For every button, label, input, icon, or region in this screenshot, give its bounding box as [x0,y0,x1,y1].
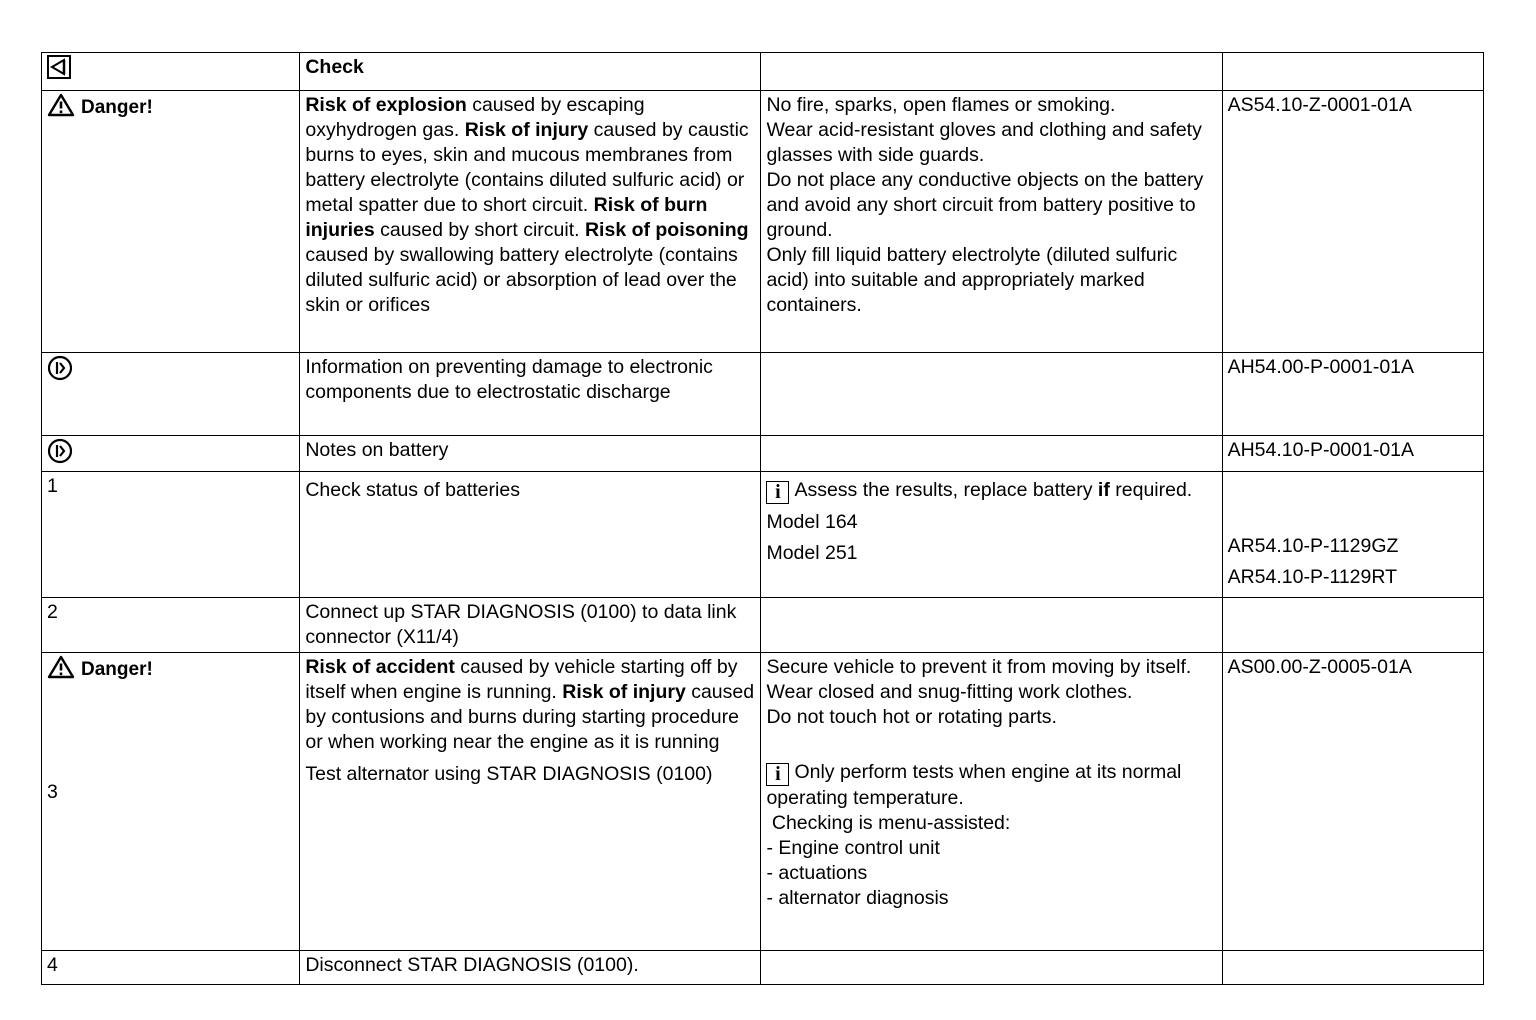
note-icon-cell [42,436,300,472]
remedy-line: Wear acid-resistant gloves and clothing and safety glasses with side guards. [766,119,1202,166]
danger-remedy [761,653,1222,951]
step-number-text: 4 [47,954,58,976]
step-row-4 [42,951,1484,985]
remedy-line: Secure vehicle to prevent it from moving by itself. [766,656,1192,678]
reference-link[interactable]: AH54.00-P-0001-01A [1227,356,1415,378]
danger-heading [47,655,294,682]
back-arrow-icon [47,55,71,79]
danger-row-battery [42,91,1484,353]
step-empty [761,598,1222,653]
note-icon-cell [42,353,300,436]
step-empty [1222,951,1483,985]
risk-accident-text: caused by vehicle starting off by itself when engine is running. [305,656,738,703]
note-ref [1222,436,1483,472]
remedy-line: No fire, sparks, open flames or smoking. [766,94,1116,116]
danger-label: Danger! [81,97,153,118]
danger-description [300,653,761,951]
info-line [766,478,1216,504]
info-text-bold: if [1097,479,1110,501]
warning-triangle-icon [47,655,75,679]
step-text-content: Disconnect STAR DIAGNOSIS (0100). [305,954,639,976]
model-line: Model 251 [766,542,858,564]
warning-triangle-icon [47,93,75,117]
reference-link[interactable]: AS00.00-Z-0005-01A [1227,656,1412,678]
step-empty [1222,598,1483,653]
risk-explosion: Risk of explosion [305,94,467,116]
note-empty [761,436,1222,472]
danger-ref [1222,91,1483,353]
danger-row-accident [42,653,1484,951]
step-row-1 [42,472,1484,598]
note-ref [1222,353,1483,436]
step-text-content: Check status of batteries [305,479,520,501]
note-text-content: Information on preventing damage to electronic components due to electrostatic discharge [305,356,713,403]
risk-burn-text: caused by short circuit. [374,219,580,241]
step-empty [761,951,1222,985]
note-text [300,436,761,472]
note-text-content: Notes on battery [305,439,449,461]
risk-explosion-text: caused by escaping oxyhydrogen gas. [305,94,645,141]
info-box-icon: i [766,763,789,786]
step-number [42,472,300,598]
reference-link[interactable]: AS54.10-Z-0001-01A [1227,94,1412,116]
step-text [300,598,761,653]
risk-burn: Risk of burn injuries [305,194,708,241]
danger-label: Danger! [81,659,153,680]
info-text: Only perform tests when engine at its normal operating temperature. [766,761,1182,809]
header-row [42,53,1484,91]
info-text: - alternator diagnosis [766,887,949,909]
danger-ref [1222,653,1483,951]
note-text [300,353,761,436]
step-info [761,472,1222,598]
info-text: - Engine control unit [766,837,940,859]
risk-injury-text: caused by contusions and burns during starting procedure or when working near the engine as it is running [305,681,755,753]
remedy-line: Only fill liquid battery electrolyte (diluted sulfuric acid) into suitable and appropriately marked containers. [766,244,1178,316]
reference-link[interactable]: AR54.10-P-1129GZ [1227,535,1399,557]
danger-remedy [761,91,1222,353]
info-text: required. [1109,479,1193,501]
step-text [300,951,761,985]
header-icon-cell [42,53,300,91]
risk-injury-text: caused by caustic burns to eyes, skin and mucous membranes from battery electrolyte (contains diluted sulfuric acid) or metal spatter due to short circuit. [305,119,749,216]
info-text: Checking is menu-assisted: [766,812,1011,834]
risk-injury: Risk of injury [562,681,686,703]
header-empty-2 [1222,53,1483,91]
spacer [766,730,1216,760]
header-title [300,53,761,91]
remedy-line: Wear closed and snug-fitting work clothes. [766,681,1133,703]
step-text-content: Test alternator using STAR DIAGNOSIS (0100) [305,763,713,785]
info-line [766,760,1216,811]
danger-label-cell [42,653,300,951]
remedy-line: Do not touch hot or rotating parts. [766,706,1057,728]
note-empty [761,353,1222,436]
note-circle-icon [47,438,73,464]
danger-description [300,91,761,353]
step-number-text: 3 [47,781,58,803]
procedure-table [41,52,1484,985]
step-text-content: Connect up STAR DIAGNOSIS (0100) to data link connector (X11/4) [305,601,737,648]
risk-poisoning: Risk of poisoning [584,219,749,241]
reference-link[interactable]: AH54.10-P-0001-01A [1227,439,1415,461]
note-row-battery [42,436,1484,472]
reference-link[interactable]: AR54.10-P-1129RT [1227,566,1398,588]
risk-accident: Risk of accident [305,656,455,678]
info-text: - actuations [766,862,868,884]
step-number [42,951,300,985]
danger-label-cell [42,91,300,353]
model-line: Model 164 [766,511,858,533]
step-number-text: 1 [47,475,58,497]
note-row-esd [42,353,1484,436]
note-circle-icon [47,355,73,381]
header-title-text: Check [305,56,364,78]
step-number [42,598,300,653]
info-box-icon: i [766,481,789,504]
risk-injury: Risk of injury [464,119,589,141]
spacer [47,682,294,780]
step-number-text: 2 [47,601,58,623]
step-text [300,472,761,598]
info-text: Assess the results, replace battery [794,479,1098,501]
remedy-line: Do not place any conductive objects on the battery and avoid any short circuit from battery positive to ground. [766,169,1204,241]
risk-poisoning-text: caused by swallowing battery electrolyte (contains diluted sulfuric acid) or absorption of lead over the skin or orifices [305,244,738,316]
step-refs [1222,472,1483,598]
header-empty-1 [761,53,1222,91]
step-row-2 [42,598,1484,653]
